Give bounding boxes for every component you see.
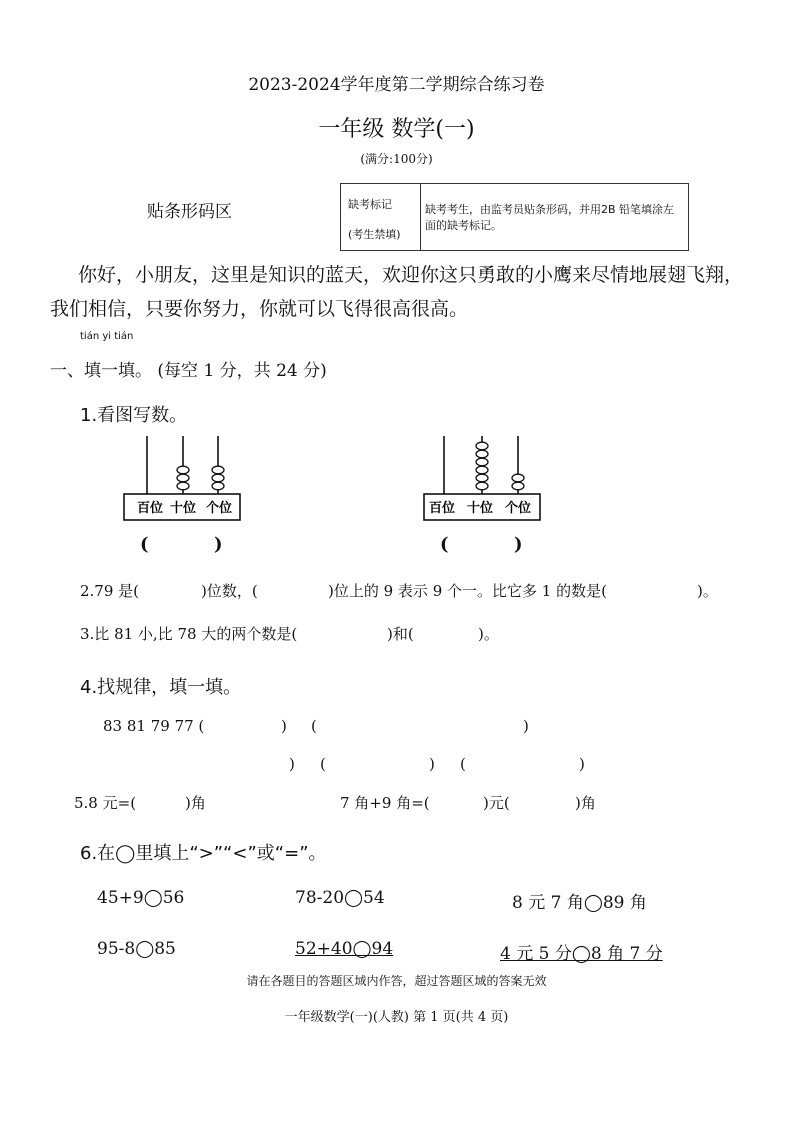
abacus-2-answer-open: ( (440, 534, 449, 555)
exam-title: 2023-2024学年度第二学期综合练习卷 (248, 75, 545, 95)
q1-text: 1.看图写数。 (80, 405, 188, 426)
absent-mark-note: (考生禁填) (348, 228, 401, 241)
abacus-1-answer-close: ) (214, 534, 223, 555)
q5-part5: )角 (575, 794, 596, 812)
absent-mark-label: 缺考标记 (348, 198, 392, 211)
abacus-2-answer-close: ) (514, 534, 523, 555)
abacus-1-label-ones: 个位 (206, 501, 233, 516)
absent-instructions: 缺考考生，由监考员贴条形码，并用2B 铅笔填涂左面的缺考标记。 (425, 203, 675, 232)
abacus-1-tens-beads (177, 466, 189, 490)
q4-blank2-open: ( (311, 717, 317, 735)
q5-part3: 7 角+9 角=( (340, 794, 430, 812)
abacus-1-label-hundreds: 百位 (137, 501, 164, 516)
absent-mark-box (340, 183, 689, 251)
abacus-1 (120, 434, 244, 524)
q4-row2-close1: ) (289, 755, 295, 773)
q6-compare-2: 78-20◯54 (295, 888, 385, 908)
q6-compare-6: 4 元 5 分◯8 角 7 分 (500, 944, 663, 964)
q3-part2: )和( (387, 625, 414, 643)
intro-paragraph: 你好，小朋友，这里是知识的蓝天，欢迎你这只勇敢的小鹰来尽情地展翅飞翔，我们相信，只要你努力，你就可以飞得很高很高。 (50, 264, 744, 320)
q2-part3: )位上的 9 表示 9 个一。比它多 1 的数是( (328, 582, 607, 600)
q6-compare-1: 45+9◯56 (97, 888, 185, 908)
q4-blank1-close: ) (281, 717, 287, 735)
q4-text: 4.找规律，填一填。 (80, 677, 242, 698)
q6-compare-5: 52+40◯94 (295, 939, 394, 959)
q4-row2-close3: ) (579, 755, 585, 773)
q4-blank2-close: ) (523, 717, 529, 735)
q3-part3: )。 (478, 625, 499, 643)
q5-part2: )角 (185, 794, 206, 812)
section1-heading: 一、填一填。 (每空 1 分，共 24 分) (50, 361, 327, 381)
q5-part1: 5.8 元=( (74, 794, 137, 812)
q2-part2: )位数，( (201, 582, 258, 600)
abacus-2-label-hundreds: 百位 (429, 501, 456, 516)
q2-part4: )。 (697, 582, 718, 600)
section-pinyin: tián yi tián (80, 331, 134, 342)
q4-row2-open3: ( (460, 755, 466, 773)
abacus-1-answer-open: ( (140, 534, 149, 555)
abacus-2-ones-beads (512, 474, 524, 490)
absent-mark-cell (341, 184, 421, 250)
q4-sequence: 83 81 79 77 ( (103, 717, 205, 735)
q6-compare-3: 8 元 7 角◯89 角 (512, 893, 647, 913)
q6-compare-4: 95-8◯85 (97, 939, 176, 959)
abacus-1-ones-beads (212, 466, 224, 490)
q4-row2-close2: ) (429, 755, 435, 773)
abacus-2-label-ones: 个位 (505, 501, 532, 516)
abacus-2 (420, 434, 544, 524)
abacus-2-label-tens: 十位 (467, 501, 494, 516)
abacus-1-label-tens: 十位 (170, 501, 197, 516)
q5-part4: )元( (483, 794, 510, 812)
abacus-2-tens-beads (476, 442, 488, 490)
q6-text: 6.在◯里填上“>”“<”或“=”。 (80, 843, 327, 864)
answer-area-notice: 请在各题目的答题区域内作答，超过答题区域的答案无效 (246, 974, 547, 988)
exam-subtitle: 一年级 数学(一) (318, 117, 475, 142)
q4-row2-open2: ( (320, 755, 326, 773)
barcode-area-label: 贴条形码区 (147, 202, 232, 222)
q3-part1: 3.比 81 小,比 78 大的两个数是( (80, 625, 298, 643)
full-score: (满分:100分) (360, 152, 433, 166)
page-footer: 一年级数学(一)(人教) 第 1 页(共 4 页) (284, 1010, 509, 1025)
q2-part1: 2.79 是( (80, 582, 140, 600)
